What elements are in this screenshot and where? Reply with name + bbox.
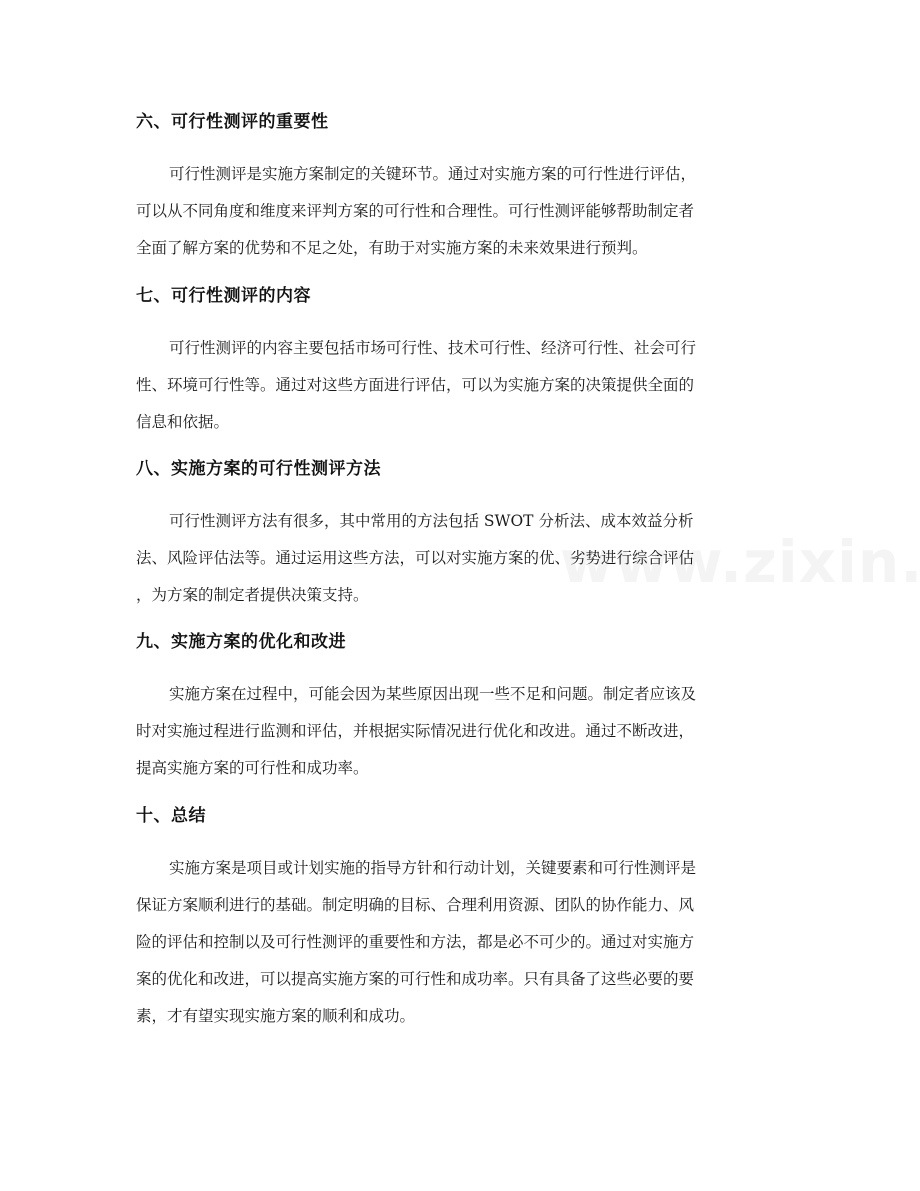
section-paragraph-9 — [136, 676, 784, 787]
paragraph-line: 可行性测评是实施方案制定的关键环节。通过对实施方案的可行性进行评估， — [169, 165, 697, 183]
section-heading-10: 十、总结 — [136, 806, 206, 826]
section-heading-6: 六、可行性测评的重要性 — [136, 112, 329, 132]
paragraph-line: 实施方案在过程中，可能会因为某些原因出现一些不足和问题。制定者应该及 — [169, 685, 697, 703]
section-paragraph-6 — [136, 156, 784, 267]
paragraph-line: 案的优化和改进，可以提高实施方案的可行性和成功率。只有具备了这些必要的要 — [136, 970, 695, 988]
section-paragraph-7 — [136, 330, 784, 441]
paragraph-line: 实施方案是项目或计划实施的指导方针和行动计划，关键要素和可行性测评是 — [169, 859, 697, 877]
paragraph-line: 险的评估和控制以及可行性测评的重要性和方法，都是必不可少的。通过对实施方 — [136, 933, 695, 951]
paragraph-line: 可行性测评的内容主要包括市场可行性、技术可行性、经济可行性、社会可行 — [169, 339, 697, 357]
section-heading-9: 九、实施方案的优化和改进 — [136, 632, 346, 652]
paragraph-line: 提高实施方案的可行性和成功率。 — [136, 759, 369, 777]
paragraph-line: 信息和依据。 — [136, 413, 230, 431]
paragraph-line: 可以从不同角度和维度来评判方案的可行性和合理性。可行性测评能够帮助制定者 — [136, 202, 695, 220]
section-paragraph-10 — [136, 850, 784, 1035]
section-heading-8: 八、实施方案的可行性测评方法 — [136, 459, 381, 479]
section-paragraph-8 — [136, 503, 784, 614]
paragraph-line: ，为方案的制定者提供决策支持。 — [136, 586, 369, 604]
paragraph-line: 保证方案顺利进行的基础。制定明确的目标、合理利用资源、团队的协作能力、风 — [136, 896, 695, 914]
paragraph-line: 全面了解方案的优势和不足之处，有助于对实施方案的未来效果进行预判。 — [136, 239, 648, 257]
section-heading-7: 七、可行性测评的内容 — [136, 286, 311, 306]
paragraph-line: 可行性测评方法有很多，其中常用的方法包括 SWOT 分析法、成本效益分析 — [169, 512, 694, 530]
paragraph-line: 法、风险评估法等。通过运用这些方法，可以对实施方案的优、劣势进行综合评估 — [136, 549, 695, 567]
paragraph-line: 性、环境可行性等。通过对这些方面进行评估，可以为实施方案的决策提供全面的 — [136, 376, 695, 394]
paragraph-line: 素，才有望实现实施方案的顺利和成功。 — [136, 1007, 416, 1025]
paragraph-line: 时对实施过程进行监测和评估，并根据实际情况进行优化和改进。通过不断改进， — [136, 722, 695, 740]
